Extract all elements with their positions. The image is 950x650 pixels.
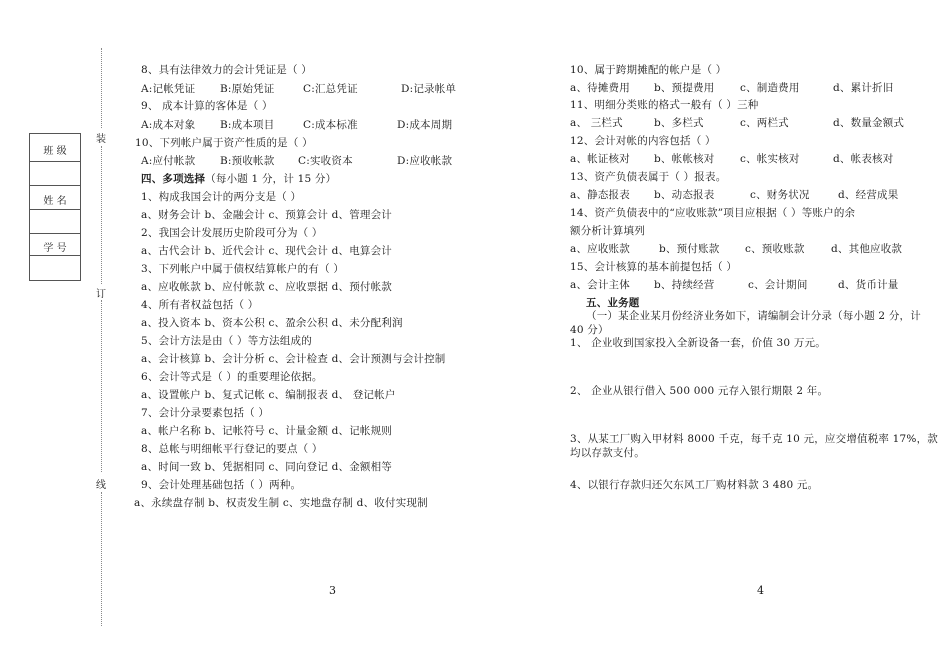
binding-line xyxy=(101,492,102,626)
mc-options-3: a、应收帐款 b、应付帐款 c、应收票据 d、预付帐款 xyxy=(141,281,392,293)
q11-option-a: a、 三栏式 xyxy=(570,117,623,129)
question-14-line-1: 14、资产负债表中的“应收账款”项目应根据（ ）等账户的余 xyxy=(570,207,856,219)
section-5-title: 五、业务题 xyxy=(586,297,640,309)
mc-options-8: a、时间一致 b、凭据相同 c、同向登记 d、金额相等 xyxy=(141,461,392,473)
q10-option-b: B:预收帐款 xyxy=(220,155,275,167)
task-3-line-1: 3、从某工厂购入甲材料 8000 千克，每千克 10 元，应交增值税率 17%，款 xyxy=(570,433,938,445)
section-4-note: （每小题 1 分，计 15 分） xyxy=(205,173,337,185)
q13-option-d: d、经营成果 xyxy=(838,189,899,201)
mc-options-9: a、永续盘存制 b、权责发生制 c、实地盘存制 d、收付实现制 xyxy=(134,497,428,509)
q10-option-a: a、待摊费用 xyxy=(570,82,630,94)
mc-options-4: a、投入资本 b、资本公积 c、盈余公积 d、未分配利润 xyxy=(141,317,403,329)
mc-question-9: 9、会计处理基础包括（ ）两种。 xyxy=(141,479,302,491)
task-2: 2、 企业从银行借入 500 000 元存入银行期限 2 年。 xyxy=(570,385,829,397)
q11-option-c: c、两栏式 xyxy=(740,117,789,129)
class-blank-cell[interactable] xyxy=(30,162,80,186)
task-3-line-2: 均以存款支付。 xyxy=(570,447,645,459)
q15-option-d: d、货币计量 xyxy=(838,279,899,291)
question-8: 8、具有法律效力的会计凭证是（ ） xyxy=(141,64,312,76)
mc-question-7: 7、会计分录要素包括（ ） xyxy=(141,407,270,419)
section-4-title: 四、多项选择 xyxy=(141,173,206,185)
q12-option-b: b、帐帐核对 xyxy=(654,153,715,165)
binding-char-xian: 线 xyxy=(96,480,106,491)
question-10: 10、属于跨期摊配的帐户是（ ） xyxy=(570,64,727,76)
section-4-heading xyxy=(141,173,336,186)
q11-option-d: d、数量金额式 xyxy=(833,117,905,129)
q10-option-d: d、累计折旧 xyxy=(833,82,894,94)
q11-option-b: b、多栏式 xyxy=(654,117,704,129)
section-5-intro-line-2: 40 分） xyxy=(570,324,609,336)
q9-option-a: A:成本对象 xyxy=(141,119,196,131)
binding-char-zhuang: 装 xyxy=(96,134,106,145)
q12-option-a: a、帐证核对 xyxy=(570,153,630,165)
q10-option-b: b、预提费用 xyxy=(654,82,715,94)
q10-option-a: A:应付帐款 xyxy=(141,155,196,167)
binding-line xyxy=(101,48,102,128)
q10-option-c: C:实收资本 xyxy=(298,155,353,167)
name-label: 姓 名 xyxy=(43,196,67,207)
q10-option-c: c、制造费用 xyxy=(740,82,800,94)
page-number: 3 xyxy=(329,584,336,597)
q8-option-d: D:记录帐单 xyxy=(401,83,457,95)
task-4: 4、以银行存款归还欠东风工厂购材料款 3 480 元。 xyxy=(570,479,819,491)
q15-option-b: b、持续经营 xyxy=(654,279,715,291)
q9-option-c: C:成本标准 xyxy=(303,119,358,131)
q13-option-b: b、动态报表 xyxy=(654,189,715,201)
q15-option-a: a、会计主体 xyxy=(570,279,630,291)
q8-option-b: B:原始凭证 xyxy=(220,83,275,95)
mc-options-5: a、会计核算 b、会计分析 c、会计检查 d、会计预测与会计控制 xyxy=(141,353,446,365)
mc-question-4: 4、所有者权益包括（ ） xyxy=(141,299,259,311)
q13-option-c: c、财务状况 xyxy=(750,189,810,201)
q14-option-c: c、预收账款 xyxy=(745,243,805,255)
q8-option-c: C:汇总凭证 xyxy=(303,83,358,95)
q15-option-c: c、会计期间 xyxy=(748,279,808,291)
question-10: 10、下列帐户属于资产性质的是（ ） xyxy=(135,137,313,149)
question-15: 15、会计核算的基本前提包括（ ） xyxy=(570,261,738,273)
mc-question-6: 6、会计等式是（ ）的重要理论依据。 xyxy=(141,371,323,383)
q9-option-d: D:成本周期 xyxy=(397,119,453,131)
mc-question-2: 2、我国会计发展历史阶段可分为（ ） xyxy=(141,227,323,239)
q14-option-d: d、其他应收款 xyxy=(831,243,903,255)
page-number: 4 xyxy=(757,584,764,597)
student-id-label: 学 号 xyxy=(43,243,67,254)
binding-line xyxy=(101,146,102,284)
mc-question-8: 8、总帐与明细帐平行登记的要点（ ） xyxy=(141,443,323,455)
binding-line xyxy=(101,300,102,472)
question-14-line-2: 额分析计算填列 xyxy=(570,225,645,237)
mc-options-6: a、设置帐户 b、复式记帐 c、编制报表 d、 登记帐户 xyxy=(141,389,396,401)
mc-options-2: a、古代会计 b、近代会计 c、现代会计 d、电算会计 xyxy=(141,245,392,257)
mc-question-1: 1、构成我国会计的两分支是（ ） xyxy=(141,191,302,203)
question-13: 13、资产负债表属于（ ）报表。 xyxy=(570,171,727,183)
mc-question-5: 5、会计方法是由（ ）等方法组成的 xyxy=(141,335,312,347)
task-1: 1、 企业收到国家投入全新设备一套，价值 30 万元。 xyxy=(570,337,826,349)
q13-option-a: a、静态报表 xyxy=(570,189,630,201)
question-9: 9、 成本计算的客体是（ ） xyxy=(141,100,273,112)
q12-option-c: c、帐实核对 xyxy=(740,153,800,165)
student-info-box xyxy=(29,133,81,281)
q10-option-d: D:应收帐款 xyxy=(397,155,453,167)
q12-option-d: d、帐表核对 xyxy=(833,153,894,165)
q14-option-a: a、应收账款 xyxy=(570,243,630,255)
mc-options-7: a、帐户名称 b、记帐符号 c、计量金额 d、记帐规则 xyxy=(141,425,392,437)
mc-question-3: 3、下列帐户中属于债权结算帐户的有（ ） xyxy=(141,263,345,275)
mc-options-1: a、财务会计 b、金融会计 c、预算会计 d、管理会计 xyxy=(141,209,392,221)
section-5-intro-line-1: （一）某企业某月份经济业务如下，请编制会计分录（每小题 2 分，计 xyxy=(586,310,921,322)
question-12: 12、会计对帐的内容包括（ ） xyxy=(570,135,716,147)
binding-char-ding: 订 xyxy=(96,289,106,300)
class-label: 班 级 xyxy=(43,146,67,157)
question-11: 11、明细分类账的格式一般有（ ）三种 xyxy=(570,99,759,111)
name-blank-cell[interactable] xyxy=(30,210,80,234)
q14-option-b: b、预付账款 xyxy=(659,243,720,255)
q8-option-a: A:记帐凭证 xyxy=(141,83,196,95)
q9-option-b: B:成本项目 xyxy=(220,119,275,131)
